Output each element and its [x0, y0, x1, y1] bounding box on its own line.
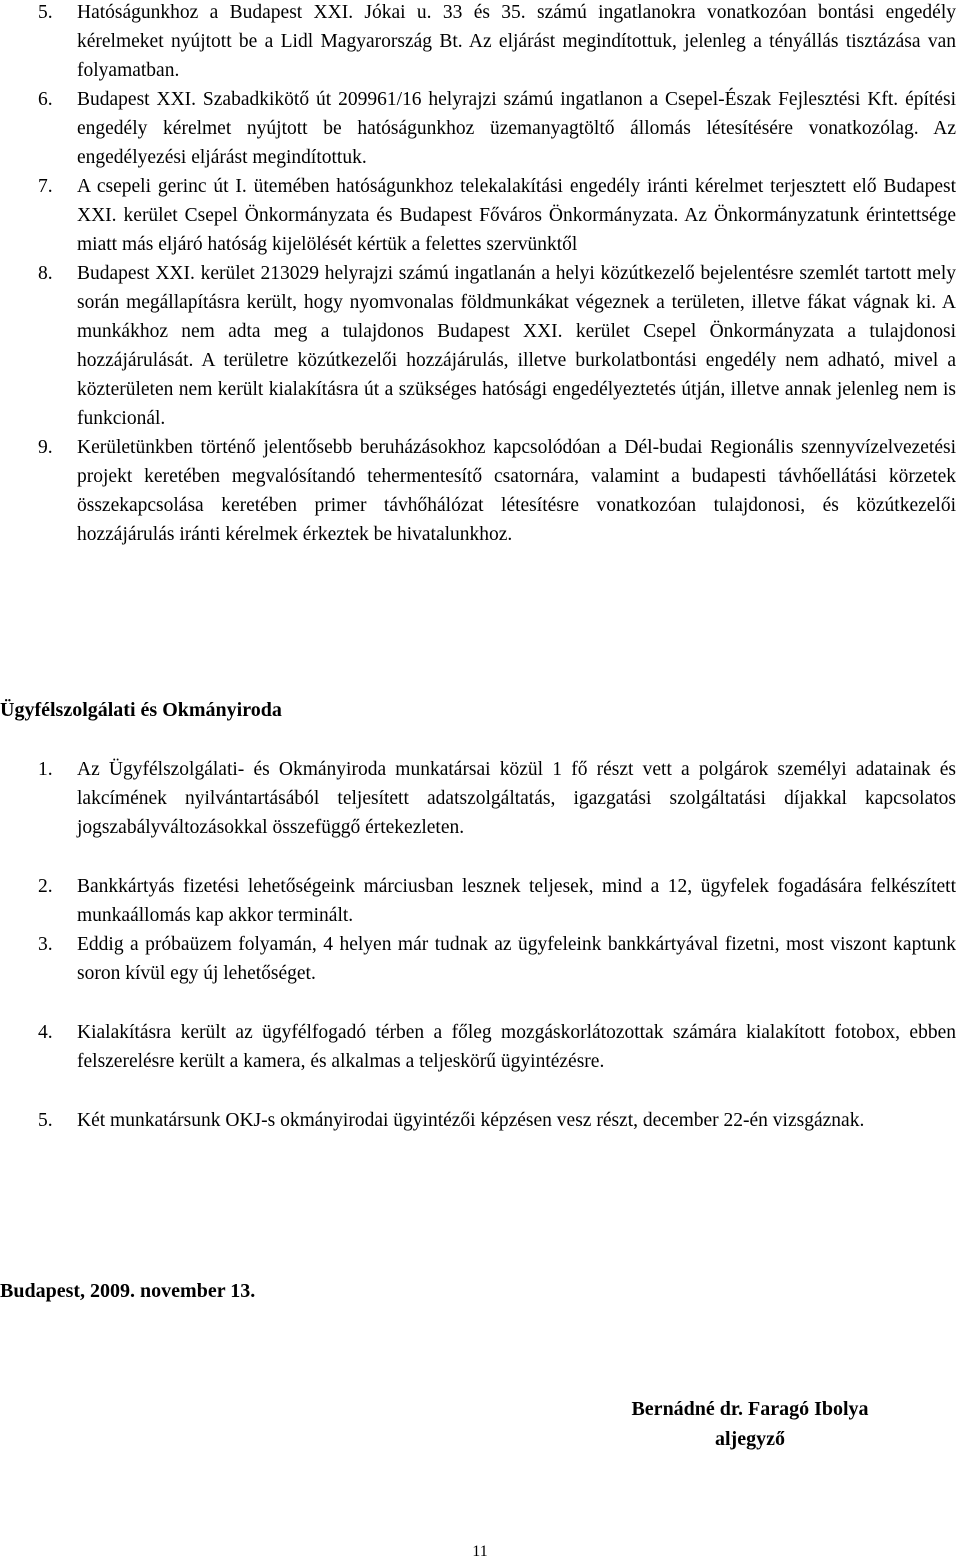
item-text: Eddig a próbaüzem folyamán, 4 helyen már tudnak az ügyfeleink bankkártyával fizetni, most viszont kaptunk soron kívül egy új lehetőséget. — [77, 934, 956, 984]
item-number: 9. — [38, 437, 53, 458]
item-number: 5. — [38, 1110, 53, 1131]
item-text: Budapest XXI. kerület 213029 helyrajzi számú ingatlanán a helyi közútkezelő bejelentésre szemlét tartott mely során megállapításra került, hogy nyomvonalas földmunkákat végeznek a területen, illetve fákat vágnak ki. A munkákhoz nem adta meg a tulajdonos Budapest XXI. kerület Csepel Önkormányzata a tulajdonosi hozzájárulását. A területre közútkezelői hozzájárulás, illetve burkolatbontási engedély nem adható, mivel a közterületen nem került kialakításra út a szükséges hatósági engedélyeztetés útján, illetve annak jelenleg nem is funkcionál. — [77, 263, 956, 429]
list-item — [0, 85, 960, 172]
list-item — [0, 755, 960, 842]
item-number: 6. — [38, 89, 53, 110]
list-item — [0, 930, 960, 988]
item-number: 8. — [38, 263, 53, 284]
item-text: Budapest XXI. Szabadkikötő út 209961/16 helyrajzi számú ingatlanon a Csepel-Észak Fejlesztési Kft. építési engedély kérelmet nyújtott be hatóságunkhoz üzemanyagtöltő állomás létesítésére vonatkozólag. Az engedélyezési eljárást megindítottuk. — [77, 89, 956, 168]
signature-block — [560, 1394, 940, 1454]
item-text: Kerületünkben történő jelentősebb beruházásokhoz kapcsolódóan a Dél-budai Regionális szennyvízelvezetési projekt keretében megvalósítandó tehermentesítő csatornára, valamint a budapesti távhőellátási körzetek összekapcsolása keretében primer távhőhálózat létesítésre vonatkozóan tulajdonosi, és közútkezelői hozzájárulás iránti kérelmek érkeztek be hivatalunkhoz. — [77, 437, 956, 545]
list-item — [0, 1106, 960, 1135]
item-text: Kialakításra került az ügyfélfogadó térben a főleg mozgáskorlátozottak számára kialakított fotobox, ebben felszerelésre került a kamera, és alkalmas a teljeskörű ügyintézésre. — [77, 1022, 956, 1072]
item-number: 1. — [38, 759, 53, 780]
item-number: 7. — [38, 176, 53, 197]
item-text: Két munkatársunk OKJ-s okmányirodai ügyintézői képzésen vesz részt, december 22-én vizsgáznak. — [77, 1110, 865, 1131]
item-number: 4. — [38, 1022, 53, 1043]
item-list-top — [0, 0, 960, 549]
section-heading: Ügyfélszolgálati és Okmányiroda — [0, 699, 282, 721]
list-item — [0, 259, 960, 433]
list-item — [0, 1018, 960, 1076]
item-text: A csepeli gerinc út I. ütemében hatóságunkhoz telekalakítási engedély iránti kérelmet terjesztett elő Budapest XXI. kerület Csepel Önkormányzata és Budapest Főváros Önkormányzata. Az Önkormányzatunk érintettsége miatt más eljáró hatóság kijelölését kértük a felettes szervünktől — [77, 176, 956, 255]
page-number: 11 — [472, 1543, 488, 1560]
date-line: Budapest, 2009. november 13. — [0, 1280, 256, 1302]
list-item — [0, 0, 960, 85]
list-item — [0, 172, 960, 259]
item-text: Hatóságunkhoz a Budapest XXI. Jókai u. 33 és 35. számú ingatlanokra vonatkozóan bontási engedély kérelmeket nyújtott be a Lidl Magyarország Bt. Az eljárást megindítottuk, jelenleg a tényállás tisztázása van folyamatban. — [77, 2, 956, 81]
item-number: 3. — [38, 934, 53, 955]
item-number: 2. — [38, 876, 53, 897]
list-item — [0, 433, 960, 549]
list-item — [0, 872, 960, 930]
item-text: Bankkártyás fizetési lehetőségeink márciusban lesznek teljesek, mind a 12, ügyfelek fogadására felkészített munkaállomás kap akkor terminált. — [77, 876, 956, 926]
signatory-title: aljegyző — [715, 1428, 785, 1450]
item-list-bottom — [0, 755, 960, 1135]
item-text: Az Ügyfélszolgálati- és Okmányiroda munkatársai közül 1 fő részt vett a polgárok személyi adatainak és lakcímének nyilvántartásából teljesített adatszolgáltatás, igazgatási szolgáltatási díjakkal kapcsolatos jogszabályváltozásokkal összefüggő értekezleten. — [77, 759, 956, 838]
signatory-name: Bernádné dr. Faragó Ibolya — [631, 1398, 869, 1420]
item-number: 5. — [38, 2, 53, 23]
